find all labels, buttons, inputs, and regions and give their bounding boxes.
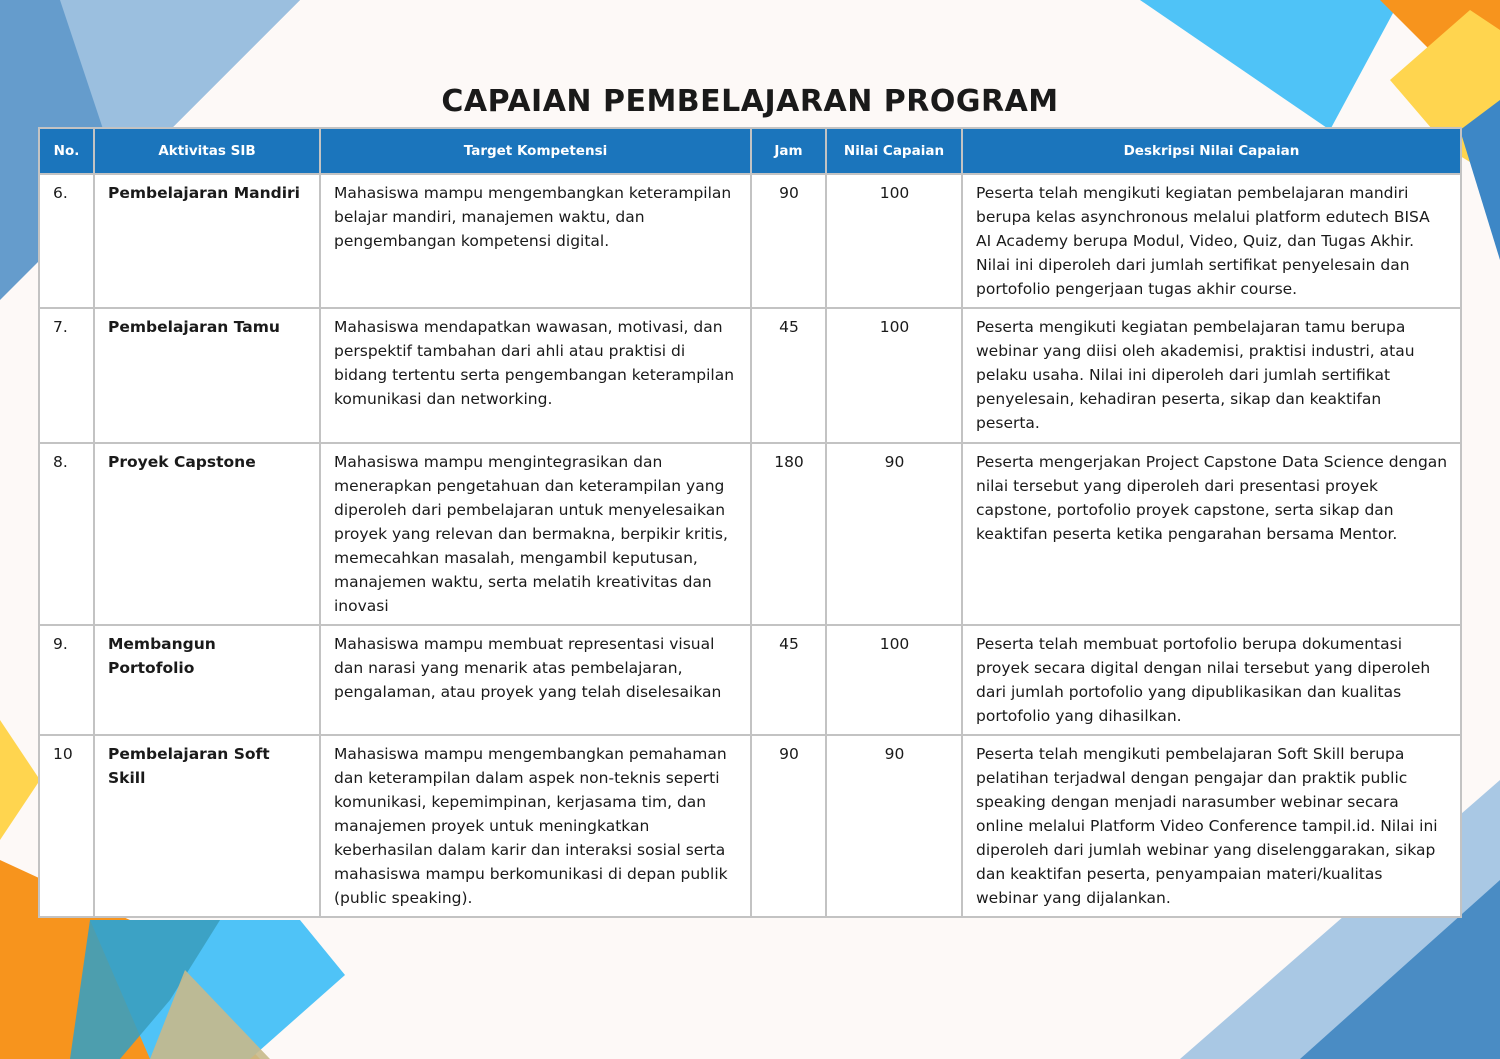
cell-nilai: 100	[826, 308, 962, 443]
capaian-table	[38, 127, 1462, 918]
cell-target: Mahasiswa mampu mengembangkan pemahaman dan keterampilan dalam aspek non-teknis seperti komunikasi, kepemimpinan, kerjasama tim, dan manajemen proyek untuk meningkatkan keberhasilan dalam karir dan interaksi sosial serta mahasiswa mampu berkomunikasi di depan publik (public speaking).	[320, 735, 751, 917]
cell-no: 9.	[39, 625, 94, 735]
header-no: No.	[39, 128, 94, 174]
cell-nilai: 90	[826, 443, 962, 625]
table-row	[39, 174, 1461, 308]
table-row	[39, 308, 1461, 443]
cell-target: Mahasiswa mampu mengintegrasikan dan menerapkan pengetahuan dan keterampilan yang diperoleh dari pembelajaran untuk menyelesaikan proyek yang relevan dan bermakna, berpikir kritis, memecahkan masalah, mengambil keputusan, manajemen waktu, serta melatih kreativitas dan inovasi	[320, 443, 751, 625]
cell-nilai: 100	[826, 174, 962, 308]
table-header-row	[39, 128, 1461, 174]
cell-jam: 90	[751, 174, 826, 308]
cell-aktivitas: Proyek Capstone	[94, 443, 320, 625]
cell-no: 8.	[39, 443, 94, 625]
cell-nilai: 100	[826, 625, 962, 735]
cell-target: Mahasiswa mendapatkan wawasan, motivasi, dan perspektif tambahan dari ahli atau praktisi di bidang tertentu serta pengembangan keterampilan komunikasi dan networking.	[320, 308, 751, 443]
table-row	[39, 443, 1461, 625]
cell-jam: 45	[751, 308, 826, 443]
table-row	[39, 735, 1461, 917]
header-nilai: Nilai Capaian	[826, 128, 962, 174]
cell-target: Mahasiswa mampu membuat representasi visual dan narasi yang menarik atas pembelajaran, pengalaman, atau proyek yang telah diselesaikan	[320, 625, 751, 735]
header-aktivitas: Aktivitas SIB	[94, 128, 320, 174]
cell-aktivitas: Pembelajaran Mandiri	[94, 174, 320, 308]
cell-deskripsi: Peserta telah mengikuti kegiatan pembelajaran mandiri berupa kelas asynchronous melalui platform edutech BISA AI Academy berupa Modul, Video, Quiz, dan Tugas Akhir. Nilai ini diperoleh dari jumlah sertifikat penyelesain dan portofolio pengerjaan tugas akhir course.	[962, 174, 1461, 308]
deco-shape-bottom-left-yellow	[0, 720, 40, 840]
table-row	[39, 625, 1461, 735]
cell-jam: 45	[751, 625, 826, 735]
cell-deskripsi: Peserta mengikuti kegiatan pembelajaran tamu berupa webinar yang diisi oleh akademisi, praktisi industri, atau pelaku usaha. Nilai ini diperoleh dari jumlah sertifikat penyelesain, kehadiran peserta, sikap dan keaktifan peserta.	[962, 308, 1461, 443]
page-title: CAPAIAN PEMBELAJARAN PROGRAM	[441, 84, 1059, 119]
cell-jam: 90	[751, 735, 826, 917]
cell-aktivitas: Membangun Portofolio	[94, 625, 320, 735]
header-target: Target Kompetensi	[320, 128, 751, 174]
cell-no: 7.	[39, 308, 94, 443]
cell-jam: 180	[751, 443, 826, 625]
cell-aktivitas: Pembelajaran Soft Skill	[94, 735, 320, 917]
cell-target: Mahasiswa mampu mengembangkan keterampilan belajar mandiri, manajemen waktu, dan pengembangan kompetensi digital.	[320, 174, 751, 308]
header-deskripsi: Deskripsi Nilai Capaian	[962, 128, 1461, 174]
cell-deskripsi: Peserta mengerjakan Project Capstone Data Science dengan nilai tersebut yang diperoleh dari presentasi proyek capstone, portofolio proyek capstone, serta sikap dan keaktifan peserta ketika pengarahan bersama Mentor.	[962, 443, 1461, 625]
cell-aktivitas: Pembelajaran Tamu	[94, 308, 320, 443]
cell-nilai: 90	[826, 735, 962, 917]
cell-deskripsi: Peserta telah membuat portofolio berupa dokumentasi proyek secara digital dengan nilai tersebut yang diperoleh dari jumlah portofolio yang dipublikasikan dan kualitas portofolio yang dihasilkan.	[962, 625, 1461, 735]
header-jam: Jam	[751, 128, 826, 174]
cell-no: 10	[39, 735, 94, 917]
cell-deskripsi: Peserta telah mengikuti pembelajaran Soft Skill berupa pelatihan terjadwal dengan pengajar dan praktik public speaking dengan menjadi narasumber webinar secara online melalui Platform Video Conference tampil.id. Nilai ini diperoleh dari jumlah webinar yang diselenggarakan, sikap dan keaktifan peserta, penyampaian materi/kualitas webinar yang dijalankan.	[962, 735, 1461, 917]
cell-no: 6.	[39, 174, 94, 308]
